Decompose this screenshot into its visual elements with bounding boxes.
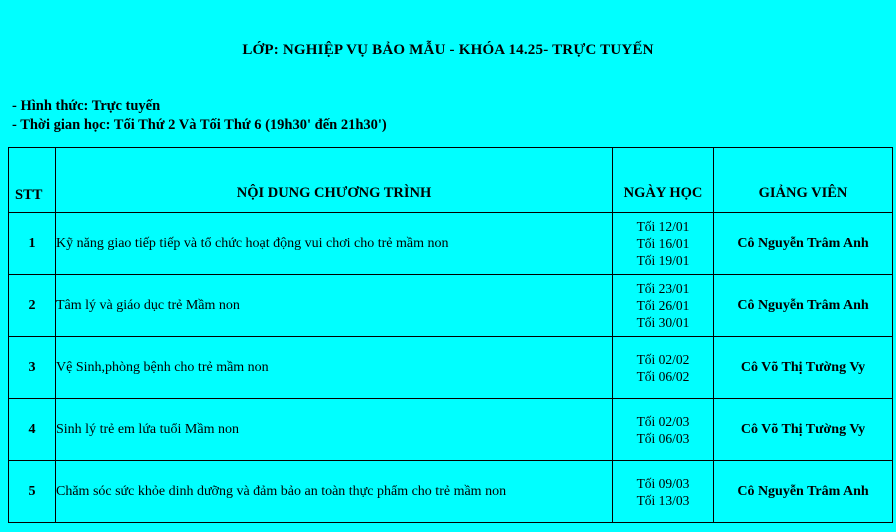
cell-ngay-hoc <box>613 337 714 399</box>
date-list <box>613 413 713 447</box>
cell-giang-vien: Cô Võ Thị Tường Vy <box>714 337 893 399</box>
cell-giang-vien: Cô Nguyễn Trâm Anh <box>714 461 893 523</box>
cell-giang-vien: Cô Võ Thị Tường Vy <box>714 399 893 461</box>
date-item: Tối 30/01 <box>636 315 690 330</box>
cell-noi-dung: Sinh lý trẻ em lứa tuổi Mầm non <box>56 399 613 461</box>
cell-stt: 2 <box>9 275 56 337</box>
date-item: Tối 09/03 <box>636 475 690 491</box>
cell-noi-dung: Tâm lý và giáo dục trẻ Mầm non <box>56 275 613 337</box>
course-meta <box>0 97 896 135</box>
cell-stt: 5 <box>9 461 56 523</box>
cell-stt: 1 <box>9 213 56 275</box>
cell-giang-vien: Cô Nguyễn Trâm Anh <box>714 213 893 275</box>
cell-giang-vien: Cô Nguyễn Trâm Anh <box>714 275 893 337</box>
column-header-stt: STT <box>9 148 56 213</box>
column-header-ngay-hoc: NGÀY HỌC <box>613 148 714 213</box>
schedule-table <box>8 147 893 523</box>
date-item: Tối 16/01 <box>636 236 690 251</box>
meta-schedule-time: - Thời gian học: Tối Thứ 2 Và Tối Thứ 6 (19h30' đến 21h30') <box>12 117 387 133</box>
table-row <box>9 337 893 399</box>
table-row <box>9 213 893 275</box>
date-item: Tối 26/01 <box>636 298 690 313</box>
page-title: LỚP: NGHIỆP VỤ BẢO MẪU - KHÓA 14.25- TRỰC TUYẾN <box>242 42 654 58</box>
cell-stt: 3 <box>9 337 56 399</box>
date-item: Tối 23/01 <box>636 281 690 296</box>
cell-stt: 4 <box>9 399 56 461</box>
table-row <box>9 461 893 523</box>
cell-ngay-hoc <box>613 461 714 523</box>
date-item: Tối 13/03 <box>636 492 690 508</box>
cell-noi-dung: Chăm sóc sức khỏe dinh dưỡng và đảm bảo an toàn thực phẩm cho trẻ mầm non <box>56 461 613 523</box>
cell-ngay-hoc <box>613 399 714 461</box>
date-item: Tối 02/02 <box>636 351 690 367</box>
cell-noi-dung: Kỹ năng giao tiếp tiếp và tổ chức hoạt động vui chơi cho trẻ mầm non <box>56 213 613 275</box>
date-list <box>613 475 713 509</box>
table-row <box>9 399 893 461</box>
date-item: Tối 02/03 <box>636 413 690 429</box>
meta-format: - Hình thức: Trực tuyến <box>12 98 161 114</box>
date-item: Tối 06/02 <box>636 368 690 384</box>
date-item: Tối 19/01 <box>636 253 690 268</box>
date-list <box>613 351 713 385</box>
column-header-noi-dung: NỘI DUNG CHƯƠNG TRÌNH <box>56 148 613 213</box>
date-item: Tối 06/03 <box>636 430 690 446</box>
table-body <box>9 213 893 523</box>
cell-ngay-hoc <box>613 275 714 337</box>
table-head <box>9 148 893 213</box>
cell-ngay-hoc <box>613 213 714 275</box>
table-row <box>9 275 893 337</box>
date-list <box>613 280 713 331</box>
date-item: Tối 12/01 <box>636 219 690 234</box>
date-list <box>613 218 713 269</box>
table-header-row <box>9 148 893 213</box>
cell-noi-dung: Vệ Sinh,phòng bệnh cho trẻ mầm non <box>56 337 613 399</box>
column-header-giang-vien: GIẢNG VIÊN <box>714 148 893 213</box>
